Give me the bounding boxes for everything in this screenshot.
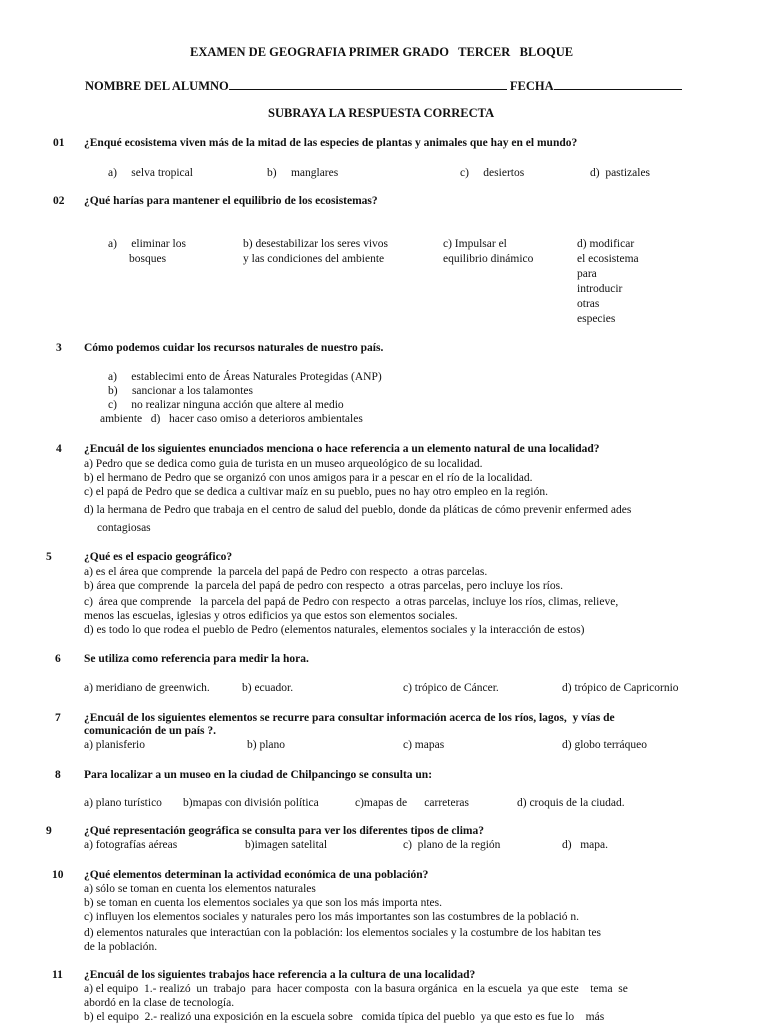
- answer-line[interactable]: a) sólo se toman en cuenta los elementos naturales: [84, 883, 316, 895]
- student-name-label: NOMBRE DEL ALUMNO: [85, 79, 229, 93]
- option-d-line: especies: [577, 313, 616, 325]
- option-d-line: para: [577, 268, 597, 280]
- question-number: 5: [46, 551, 52, 563]
- question-number: 01: [53, 137, 65, 149]
- answer-line[interactable]: b) se toman en cuenta los elementos sociales ya que son los más importa ntes.: [84, 897, 443, 909]
- answer-line[interactable]: a) el equipo 1.- realizó un trabajo para hacer composta con la basura orgánica en la escuela ya que este tema se: [84, 983, 628, 995]
- question-number: 9: [46, 825, 52, 837]
- question-number: 02: [53, 195, 65, 207]
- question-number: 6: [55, 653, 61, 665]
- option-d-line: otras: [577, 298, 600, 310]
- question-text-continued: comunicación de un país ?.: [84, 725, 216, 737]
- option-c[interactable]: c) plano de la región: [403, 839, 501, 851]
- answer-line[interactable]: contagiosas: [97, 522, 151, 534]
- date-label: FECHA: [509, 79, 554, 93]
- option-d-line: d) modificar: [577, 238, 635, 250]
- answer-line[interactable]: de la población.: [84, 941, 158, 953]
- question-number: 7: [55, 712, 61, 724]
- answer-line[interactable]: d) es todo lo que rodea el pueblo de Pedro (elementos naturales, elementos sociales y la interacción de estos): [84, 624, 585, 636]
- instruction: SUBRAYA LA RESPUESTA CORRECTA: [268, 106, 495, 120]
- question-text: ¿Qué representación geográfica se consulta para ver los diferentes tipos de clima?: [84, 825, 485, 837]
- option-b[interactable]: [243, 237, 388, 267]
- question-text: ¿Qué harías para mantener el equilibrio de los ecosistemas?: [84, 195, 378, 207]
- question-text: ¿Encuál de los siguientes trabajos hace referencia a la cultura de una localidad?: [84, 969, 476, 981]
- option-b[interactable]: b) ecuador.: [242, 682, 294, 694]
- option-d-line: introducir: [577, 283, 623, 295]
- student-name-row: [85, 77, 682, 94]
- student-name-field[interactable]: [229, 77, 507, 90]
- option-a[interactable]: a) selva tropical: [108, 167, 193, 179]
- option-c[interactable]: c) trópico de Cáncer.: [403, 682, 499, 694]
- option-b[interactable]: b)imagen satelital: [245, 839, 328, 851]
- answer-line[interactable]: d) elementos naturales que interactúan con la población: los elementos sociales y la costumbre de los habitan tes: [84, 927, 602, 939]
- option-c[interactable]: c)mapas de carreteras: [355, 797, 469, 809]
- question-number: 4: [56, 443, 62, 455]
- answer-line[interactable]: c) el papá de Pedro que se dedica a cultivar maíz en su pueblo, pues no hay otro empleo en la región.: [84, 486, 548, 498]
- question-text: ¿Encuál de los siguientes enunciados menciona o hace referencia a un elemento natural de una localidad?: [84, 443, 600, 455]
- option-b[interactable]: b) plano: [247, 739, 286, 751]
- answer-line[interactable]: c) no realizar ninguna acción que altere al medio: [108, 399, 344, 411]
- option-a-line: a) eliminar los: [108, 238, 186, 250]
- option-d[interactable]: d) trópico de Capricornio: [562, 682, 679, 694]
- answer-line[interactable]: b) el equipo 2.- realizó una exposición en la escuela sobre comida típica del pueblo ya que esto es fue lo más: [84, 1011, 605, 1023]
- option-d[interactable]: d) pastizales: [590, 167, 651, 179]
- option-c-line: equilibrio dinámico: [443, 253, 534, 265]
- question-number: 8: [55, 769, 61, 781]
- question-text: Se utiliza como referencia para medir la hora.: [84, 653, 309, 665]
- answer-line[interactable]: menos las escuelas, iglesias y otros edificios ya que estos son elementos sociales.: [84, 610, 458, 622]
- exam-title: EXAMEN DE GEOGRAFIA PRIMER GRADO TERCER BLOQUE: [190, 45, 574, 59]
- answer-line[interactable]: b) área que comprende la parcela del papá de pedro con respecto a otras parcelas, pero incluye los ríos.: [84, 580, 563, 592]
- answer-line[interactable]: a) es el área que comprende la parcela del papá de Pedro con respecto a otras parcelas.: [84, 566, 488, 578]
- option-c[interactable]: c) mapas: [403, 739, 445, 751]
- option-a[interactable]: a) meridiano de greenwich.: [84, 682, 210, 694]
- option-d[interactable]: d) globo terráqueo: [562, 739, 647, 751]
- option-d[interactable]: d) mapa.: [562, 839, 608, 851]
- option-a[interactable]: a) plano turístico: [84, 797, 162, 809]
- answer-line[interactable]: c) área que comprende la parcela del papá de Pedro con respecto a otras parcelas, incluye los ríos, climas, relieve,: [84, 596, 619, 608]
- date-field[interactable]: [554, 77, 682, 90]
- option-b-line: y las condiciones del ambiente: [243, 253, 385, 265]
- question-number: 11: [52, 969, 63, 981]
- option-b-line: b) desestabilizar los seres vivos: [243, 238, 388, 250]
- question-text: ¿Qué elementos determinan la actividad económica de una población?: [84, 869, 429, 881]
- option-a[interactable]: a) planisferio: [84, 739, 145, 751]
- answer-line[interactable]: a) establecimi ento de Áreas Naturales Protegidas (ANP): [108, 371, 382, 383]
- option-b[interactable]: b)mapas con división política: [183, 797, 319, 809]
- option-c-line: c) Impulsar el: [443, 238, 507, 250]
- answer-line[interactable]: abordó en la clase de tecnología.: [84, 997, 235, 1009]
- option-a[interactable]: [108, 237, 186, 267]
- question-text: Para localizar a un museo en la ciudad de Chilpancingo se consulta un:: [84, 769, 433, 781]
- option-a-line: bosques: [129, 253, 167, 265]
- question-text: ¿Qué es el espacio geográfico?: [84, 551, 233, 563]
- answer-line[interactable]: b) sancionar a los talamontes: [108, 385, 253, 397]
- option-d[interactable]: d) croquis de la ciudad.: [517, 797, 625, 809]
- option-c[interactable]: [443, 237, 533, 267]
- option-b[interactable]: b) manglares: [267, 167, 339, 179]
- question-text: ¿Encuál de los siguientes elementos se recurre para consultar información acerca de los ríos, lagos, y vías de: [84, 712, 615, 724]
- answer-line[interactable]: ambiente d) hacer caso omiso a deterioros ambientales: [100, 413, 363, 425]
- answer-line[interactable]: a) Pedro que se dedica como guia de turista en un museo arqueológico de su localidad.: [84, 458, 483, 470]
- answer-line[interactable]: b) el hermano de Pedro que se organizó con unos amigos para ir a pescar en el río de la localidad.: [84, 472, 533, 484]
- option-d[interactable]: [577, 237, 639, 327]
- question-number: 10: [52, 869, 64, 881]
- question-text: ¿Enqué ecosistema viven más de la mitad de las especies de plantas y animales que hay en el mundo?: [84, 137, 578, 149]
- option-c[interactable]: c) desiertos: [460, 167, 525, 179]
- answer-line[interactable]: d) la hermana de Pedro que trabaja en el centro de salud del pueblo, donde da pláticas de cómo prevenir enfermed ades: [84, 504, 632, 516]
- question-number: 3: [56, 342, 62, 354]
- option-d-line: el ecosistema: [577, 253, 639, 265]
- question-text: Cómo podemos cuidar los recursos naturales de nuestro país.: [84, 342, 384, 354]
- answer-line[interactable]: c) influyen los elementos sociales y naturales pero los más importantes son las costumbres de la població n.: [84, 911, 580, 923]
- option-a[interactable]: a) fotografías aéreas: [84, 839, 178, 851]
